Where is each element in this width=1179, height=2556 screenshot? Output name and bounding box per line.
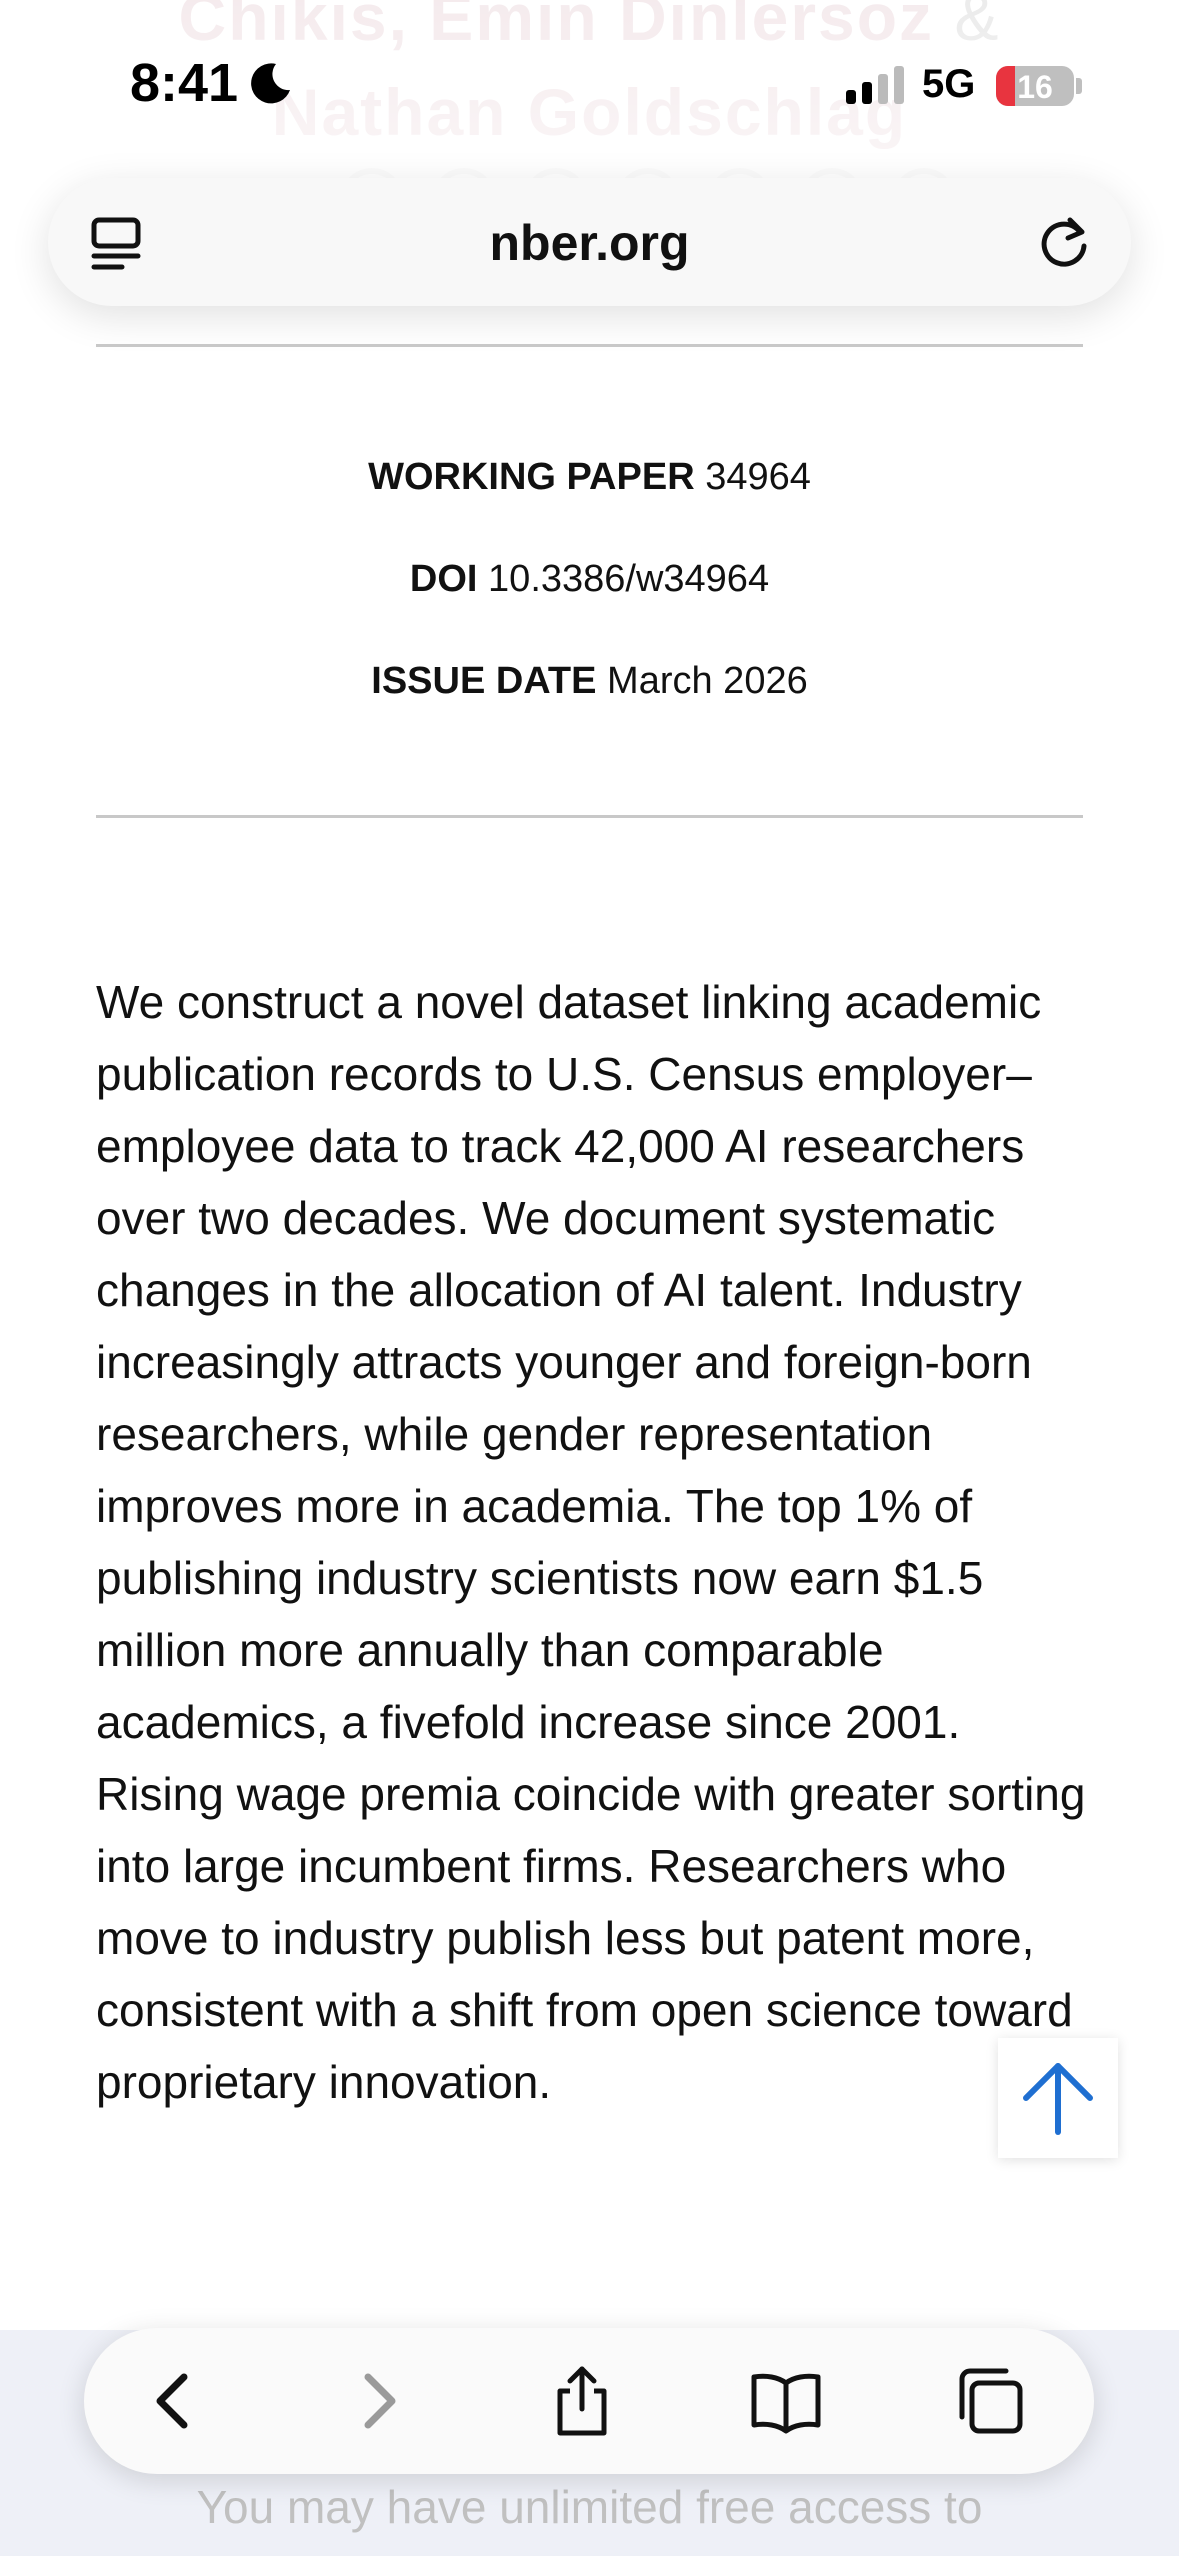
divider [96,815,1083,818]
chevron-right-icon [342,2365,414,2437]
network-type: 5G [922,62,976,106]
forward-button[interactable] [342,2365,414,2437]
bookmarks-button[interactable] [750,2365,822,2437]
share-button[interactable] [546,2365,618,2437]
issue-date-line [0,660,1179,703]
tabs-icon [954,2365,1026,2437]
chevron-left-icon [138,2365,210,2437]
promo-text: You may have unlimited free access to [196,2481,983,2533]
back-button[interactable] [138,2365,210,2437]
reload-icon[interactable] [1032,210,1096,274]
tabs-button[interactable] [954,2365,1026,2437]
battery-level: 16 [1017,69,1053,105]
status-time: 8:41 [130,53,239,113]
meta-value: 34964 [705,456,811,498]
scroll-to-top-button[interactable] [998,2038,1118,2158]
working-paper-number [0,456,1179,499]
book-icon [750,2365,822,2437]
address-bar[interactable] [48,178,1131,306]
abstract-text: We construct a novel dataset linking academic publication records to U.S. Census employer–employee data to track 42,000 AI researchers over two decades. We document systematic changes in the allocation of AI talent. Industry increasingly attracts younger and foreign-born researchers, while gender representation improves more in academia. The top 1% of publishing industry scientists now earn $1.5 million more annually than comparable academics, a fivefold increase since 2001. Rising wage premia coincide with greater sorting into large incumbent firms. Researchers who move to industry publish less but patent more, consistent with a shift from open science toward proprietary innovation. [96,976,1086,2108]
url-domain[interactable]: nber.org [489,215,690,271]
battery-icon [996,66,1074,106]
share-icon [546,2365,618,2437]
doi-link[interactable]: 10.3386/w34964 [488,558,770,600]
meta-label: DOI [409,558,478,600]
browser-toolbar [84,2328,1094,2474]
divider [96,344,1083,347]
moon-icon [246,60,294,108]
cellular-signal-icon [846,66,904,104]
meta-label: ISSUE DATE [371,660,597,702]
battery-nub [1076,78,1082,94]
doi-line [0,558,1179,601]
arrow-up-icon [1018,2058,1098,2138]
meta-value: March 2026 [607,660,808,702]
meta-label: WORKING PAPER [368,456,695,498]
